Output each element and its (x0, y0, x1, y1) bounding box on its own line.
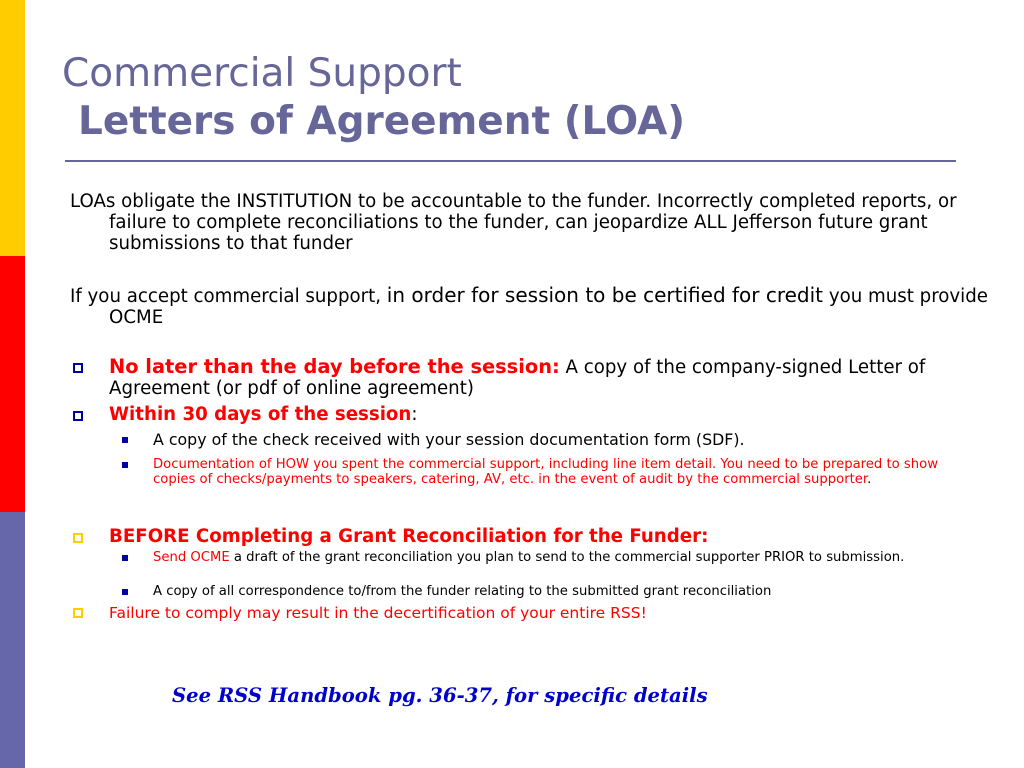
bullet-day-before-lead: No later than the day before the session: (109, 355, 560, 378)
title-line-1: Commercial Support (62, 51, 462, 96)
square-bullet-icon (73, 533, 83, 543)
sidebar-color-bands (0, 0, 25, 768)
bullet-within-30-days-text (109, 404, 979, 425)
square-bullet-icon (73, 608, 83, 618)
square-bullet-icon (73, 363, 83, 373)
title-line-2: Letters of Agreement (LOA) (78, 99, 686, 144)
square-bullet-icon (73, 411, 83, 421)
footer-reference: See RSS Handbook pg. 36-37, for specific details (172, 684, 708, 707)
sub-bullet-send-ocme-body: a draft of the grant reconciliation you plan to send to the commercial supporter PRIOR to submission. (229, 550, 905, 565)
paragraph-commercial-support (70, 285, 1019, 328)
bullet-day-before-text (109, 356, 979, 399)
sidebar-band-purple (0, 512, 25, 768)
bullet-within-30-days-lead: Within 30 days of the session (109, 404, 412, 425)
paragraph-2-part-3: you must provide OCME (109, 286, 988, 328)
paragraph-2-part-2: in order for session to be certified for credit (386, 283, 824, 307)
small-square-bullet-icon (122, 555, 128, 561)
bullet-day-before-body: A copy of the company-signed Letter of Agreement (or pdf of online agreement) (109, 357, 926, 399)
small-square-bullet-icon (122, 437, 128, 443)
sub-bullet-check-copy-text: A copy of the check received with your session documentation form (SDF). (153, 430, 745, 449)
paragraph-loa-obligation: LOAs obligate the INSTITUTION to be accountable to the funder. Incorrectly completed reports, or failure to complete reconciliations to the funder, can jeopardize ALL Jefferson future grant submissions to that funder (70, 191, 957, 254)
sub-bullet-send-ocme-text (153, 550, 983, 565)
sidebar-band-yellow (0, 0, 25, 256)
sub-bullet-documentation-body: Documentation of HOW you spent the commercial support, including line item detail. You need to be prepared to show copies of checks/payments to speakers, catering, AV, etc. in the event of audit by the commercial supporter (153, 457, 938, 487)
sub-bullet-documentation-text (153, 457, 983, 487)
sub-bullet-send-ocme-lead: Send OCME (153, 550, 230, 565)
title-underline (65, 160, 956, 162)
bullet-failure-warning-text: Failure to comply may result in the decertification of your entire RSS! (109, 604, 647, 622)
paragraph-2-part-1: If you accept commercial support, (70, 286, 387, 307)
sidebar-band-red (0, 256, 25, 512)
sub-bullet-documentation-end: . (867, 472, 872, 487)
bullet-within-30-days-colon: : (411, 404, 418, 425)
small-square-bullet-icon (122, 462, 128, 468)
small-square-bullet-icon (122, 589, 128, 595)
sub-bullet-correspondence-text: A copy of all correspondence to/from the funder relating to the submitted grant reconciliation (153, 584, 772, 599)
bullet-before-reconciliation-text: BEFORE Completing a Grant Reconciliation for the Funder: (109, 526, 709, 547)
slide-title (62, 50, 685, 146)
